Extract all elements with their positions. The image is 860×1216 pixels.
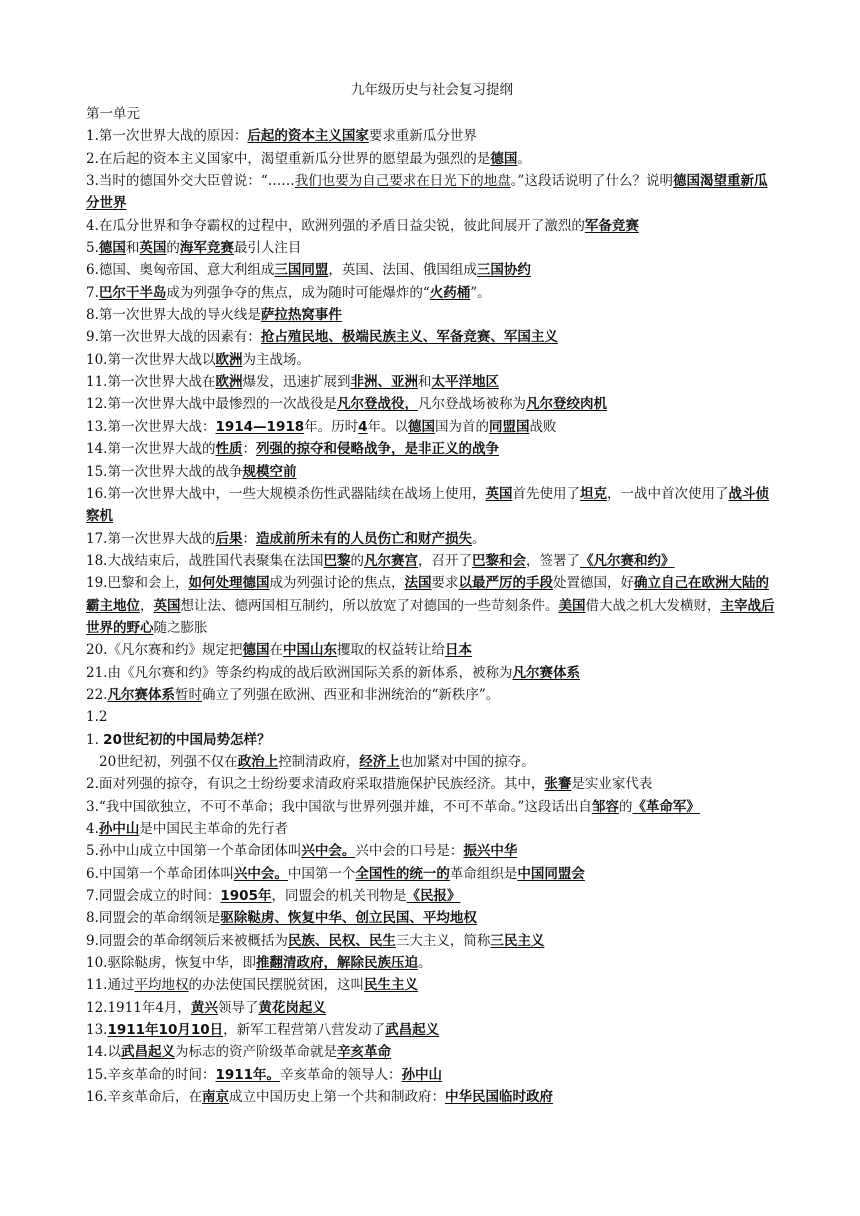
outline-line bbox=[86, 349, 778, 371]
line-text: 8.同盟会的革命纲领是 bbox=[86, 910, 221, 927]
key-term: 德国 bbox=[408, 418, 436, 435]
outline-line bbox=[86, 215, 778, 237]
key-term: 推翻清政府，解除民族压迫 bbox=[255, 955, 418, 972]
key-term: 坦克 bbox=[579, 485, 607, 502]
line-text: 年。历时 bbox=[304, 418, 359, 435]
key-term: 后果 bbox=[215, 530, 243, 547]
line-text: 1.第一次世界大战的原因： bbox=[86, 128, 248, 145]
line-text: 的 bbox=[350, 552, 364, 569]
line-text: 。 bbox=[417, 955, 432, 972]
line-text: ，新军工程营第八营发动了 bbox=[223, 1022, 386, 1039]
outline-line bbox=[86, 550, 778, 572]
line-text: 攫取的权益转让给 bbox=[336, 642, 445, 659]
line-text: 领导了 bbox=[217, 999, 259, 1016]
key-term: 孙中山 bbox=[98, 821, 140, 837]
key-term: 三民主义 bbox=[490, 932, 545, 949]
key-term: 太平洋地区 bbox=[431, 374, 499, 391]
line-text: 的 bbox=[618, 798, 633, 815]
line-text: 最引人注目 bbox=[233, 240, 302, 257]
key-term: 德国 bbox=[242, 642, 270, 659]
underlined-text: 我们也要为自己要求在日光下的地盘 bbox=[294, 173, 511, 190]
outline-line bbox=[86, 237, 778, 259]
line-text: 17.第一次世界大战的 bbox=[86, 530, 216, 547]
line-text: 2.面对列强的掠夺，有识之士纷纷要求清政府采取措施保护民族经济。其中， bbox=[86, 776, 545, 793]
key-term: 驱除鞑虏、恢复中华、创立民国、平均地权 bbox=[220, 910, 477, 927]
line-text: 借大战之机大发横财， bbox=[585, 597, 721, 614]
outline-line bbox=[86, 170, 778, 215]
outline-line bbox=[86, 974, 778, 996]
line-text: 是中国民主革命的先行者 bbox=[139, 821, 288, 837]
line-text: 18.大战结束后，战胜国代表聚集在法国 bbox=[86, 552, 324, 569]
outline-line bbox=[86, 706, 778, 728]
line-text: 。”这段话说明了什么？说明 bbox=[510, 173, 673, 190]
line-text: 20世纪初，列强不仅在 bbox=[99, 753, 238, 770]
key-term: 欧洲 bbox=[215, 374, 243, 391]
outline-line bbox=[86, 885, 778, 907]
line-text: 首先使用了 bbox=[512, 485, 580, 502]
key-term: 海军竞赛 bbox=[179, 240, 234, 257]
line-text: 3.当时的德国外交大臣曾说：“…… bbox=[86, 173, 295, 190]
outline-line bbox=[86, 796, 778, 818]
line-text: 19.巴黎和会上， bbox=[86, 575, 189, 592]
line-text: 15.第一次世界大战的战争 bbox=[86, 463, 243, 480]
key-term: 民生主义 bbox=[363, 977, 418, 994]
outline-line bbox=[86, 997, 778, 1019]
key-term: 三国协约 bbox=[476, 262, 531, 279]
line-text: ， bbox=[140, 597, 154, 614]
key-term: 全国性的统一的 bbox=[355, 865, 450, 882]
outline-line bbox=[86, 662, 778, 684]
key-term: 英国 bbox=[139, 240, 167, 257]
key-term: 兴中会。 bbox=[301, 843, 356, 860]
key-term: 英国 bbox=[485, 485, 513, 502]
line-text: 想让法、德两国相互制约，所以放宽了对德国的一些苛刻条件。 bbox=[180, 597, 559, 614]
key-term: 20世纪初的中国局势怎样？ bbox=[103, 731, 271, 748]
line-text: 10.第一次世界大战以 bbox=[86, 351, 216, 368]
line-text: 12.1911年4月， bbox=[86, 999, 191, 1016]
line-text: 14.以 bbox=[86, 1044, 121, 1061]
key-term: 1905年 bbox=[220, 888, 272, 905]
line-text: 13.第一次世界大战： bbox=[86, 418, 216, 435]
key-term: 巴黎和会 bbox=[471, 552, 526, 569]
key-term: 中国山东 bbox=[282, 642, 337, 659]
key-term: 火药桶 bbox=[429, 284, 471, 301]
key-term: 中国同盟会 bbox=[517, 865, 585, 882]
key-term: 邹容 bbox=[591, 798, 619, 815]
line-text: 22. bbox=[86, 686, 108, 703]
key-term: 列强的掠夺和侵略战争，是非正义的战争 bbox=[255, 441, 499, 458]
line-text: 凡尔登战场被称为 bbox=[417, 396, 526, 413]
outline-line bbox=[86, 304, 778, 326]
line-text: 爆发，迅速扩展到 bbox=[242, 374, 351, 391]
outline-line bbox=[86, 528, 778, 550]
outline-line bbox=[86, 751, 778, 773]
key-term: 1911年。 bbox=[215, 1066, 281, 1083]
outline-line bbox=[86, 461, 778, 483]
line-text: 。 bbox=[517, 150, 531, 167]
line-text: 要求 bbox=[431, 575, 459, 592]
key-term: 武昌起义 bbox=[385, 1022, 440, 1039]
line-text: 11.通过 bbox=[86, 977, 135, 994]
key-term: 后起的资本主义国家 bbox=[247, 128, 369, 145]
line-text: 确立了列强在欧洲、西亚和非洲统治的“新秩序”。 bbox=[201, 686, 500, 703]
key-term: 孙中山 bbox=[401, 1066, 443, 1083]
key-term: 如何处理德国 bbox=[188, 575, 270, 592]
outline-line bbox=[86, 1064, 778, 1086]
line-text: 成为列强讨论的焦点， bbox=[269, 575, 405, 592]
line-text: 要求重新瓜分世界 bbox=[368, 128, 477, 145]
line-text: 16.辛亥革命后，在 bbox=[86, 1089, 202, 1106]
outline-line bbox=[86, 572, 778, 639]
key-term: 主宰战后世界的野心 bbox=[86, 597, 775, 636]
line-text: 成立中国历史上第一个共和制政府： bbox=[228, 1089, 445, 1106]
line-text: 是实业家代表 bbox=[571, 776, 653, 793]
outline-line bbox=[86, 438, 778, 460]
key-term: 凡尔登战役， bbox=[336, 396, 418, 413]
key-term: 以最严厉的手段 bbox=[458, 575, 553, 592]
line-text: 9.同盟会的革命纲领后来被概括为 bbox=[86, 932, 288, 949]
line-text: 9.第一次世界大战的因素有： bbox=[86, 329, 261, 346]
outline-line bbox=[86, 684, 778, 706]
line-text: 10.驱除鞑虏，恢复中华，即 bbox=[86, 955, 256, 972]
key-term: 德国 bbox=[98, 240, 126, 257]
line-text: 为标志的资产阶级革命就是 bbox=[174, 1044, 337, 1061]
outline-line bbox=[86, 371, 778, 393]
key-term: 美国 bbox=[558, 597, 586, 614]
line-text: 的办法使国民摆脱贫困，这叫 bbox=[188, 977, 364, 994]
key-term: 《革命军》 bbox=[632, 798, 700, 815]
line-text: 也加紧对中国的掠夺。 bbox=[399, 753, 535, 770]
line-text: 兴中会的口号是： bbox=[355, 843, 464, 860]
line-text: 成为列强争夺的焦点，成为随时可能爆炸的“ bbox=[166, 284, 430, 301]
key-term: 4 bbox=[358, 418, 368, 435]
line-text: 14.第一次世界大战的 bbox=[86, 441, 216, 458]
line-text: 21.由《凡尔赛和约》等条约构成的战后欧洲国际关系的新体系，被称为 bbox=[86, 664, 513, 681]
line-text: 3.“我中国欲独立，不可不革命；我中国欲与世界列强并雄，不可不革命。”这段话出自 bbox=[86, 798, 592, 815]
line-text: 5. bbox=[86, 240, 99, 257]
key-term: 《凡尔赛和约》 bbox=[579, 552, 675, 569]
line-text: 处置德国，好 bbox=[552, 575, 634, 592]
key-term: 民族、民权、民生 bbox=[287, 932, 396, 949]
line-text: 中国第一个 bbox=[287, 865, 356, 882]
key-term: 抢占殖民地、极端民族主义、军备竞赛、军国主义 bbox=[260, 329, 558, 346]
key-term: 辛亥革命 bbox=[336, 1044, 391, 1061]
key-term: 萨拉热窝事件 bbox=[260, 307, 342, 324]
document-body bbox=[86, 80, 778, 1108]
key-term: 确立自己在欧洲大陆的霸主地位 bbox=[86, 575, 769, 614]
line-text: 战败 bbox=[529, 418, 557, 435]
key-term: 凡尔赛体系 bbox=[512, 664, 580, 681]
key-term: 德国渴望重新瓜分世界 bbox=[86, 173, 768, 212]
key-term: 性质 bbox=[215, 441, 243, 458]
underlined-text: 平均地权 bbox=[134, 977, 189, 994]
line-text: 20.《凡尔赛和约》规定把 bbox=[86, 642, 243, 659]
key-term: 战斗侦察机 bbox=[86, 485, 769, 525]
key-term: 英国 bbox=[153, 597, 181, 614]
key-term: 德国 bbox=[490, 150, 518, 167]
key-term: 武昌起义 bbox=[120, 1044, 175, 1061]
key-term: 造成前所未有的人员伤亡和财产损失 bbox=[255, 530, 472, 547]
document-title: 九年级历史与社会复习提纲 bbox=[351, 82, 513, 98]
line-text: 7.同盟会成立的时间： bbox=[86, 888, 221, 905]
outline-line bbox=[86, 773, 778, 795]
line-text: 和 bbox=[125, 240, 140, 257]
key-term: 黄花岗起义 bbox=[258, 999, 326, 1016]
line-text: ，签署了 bbox=[525, 552, 580, 569]
line-text: 和 bbox=[417, 374, 432, 391]
line-text: 三大主义，简称 bbox=[395, 932, 491, 949]
key-term: 1911年10月10日 bbox=[107, 1022, 224, 1039]
line-text: 11.第一次世界大战在 bbox=[86, 374, 216, 391]
line-text: 13. bbox=[86, 1022, 108, 1039]
outline-line bbox=[86, 1086, 778, 1108]
line-text: 第一单元 bbox=[86, 106, 140, 122]
line-text: 。 bbox=[471, 530, 486, 547]
key-term: 中华民国临时政府 bbox=[444, 1089, 553, 1106]
key-term: 黄兴 bbox=[190, 999, 218, 1016]
outline-line bbox=[86, 907, 778, 929]
key-term: 同盟国 bbox=[489, 418, 530, 435]
key-term: 1914—1918 bbox=[215, 418, 305, 435]
line-text: 6.中国第一个革命团体叫 bbox=[86, 865, 234, 882]
line-text: ”。 bbox=[470, 284, 491, 301]
underlined-text: 暂时 bbox=[174, 686, 202, 703]
key-term: 凡尔赛宫 bbox=[363, 552, 418, 569]
key-term: 巴尔干半岛 bbox=[98, 284, 167, 301]
line-text: ： bbox=[242, 441, 256, 458]
key-term: 政治上 bbox=[237, 753, 279, 770]
outline-line bbox=[86, 393, 778, 415]
key-term: 法国 bbox=[404, 575, 432, 592]
outline-line bbox=[86, 125, 778, 147]
line-text: 12.第一次世界大战中最惨烈的一次战役是 bbox=[86, 396, 337, 413]
line-text: 控制清政府， bbox=[278, 753, 360, 770]
line-text: 2.在后起的资本主义国家中，渴望重新瓜分世界的愿望最为强烈的是 bbox=[86, 150, 491, 167]
outline-line bbox=[86, 259, 778, 281]
line-text: 1. bbox=[86, 731, 104, 748]
outline-line bbox=[86, 639, 778, 661]
outline-line bbox=[86, 1019, 778, 1041]
key-term: 振兴中华 bbox=[463, 843, 518, 860]
key-term: 军备竞赛 bbox=[584, 217, 639, 234]
outline-line bbox=[86, 326, 778, 348]
key-term: 规模空前 bbox=[242, 463, 297, 480]
line-text: 16.第一次世界大战中，一些大规模杀伤性武器陆续在战场上使用， bbox=[86, 485, 486, 502]
key-term: 凡尔赛体系 bbox=[107, 686, 175, 703]
line-text: ，同盟会的机关刊物是 bbox=[271, 888, 407, 905]
line-text: 4.在瓜分世界和争夺霸权的过程中，欧洲列强的矛盾日益尖锐，彼此间展开了激烈的 bbox=[86, 217, 585, 234]
line-text: 15.辛亥革命的时间： bbox=[86, 1066, 216, 1083]
line-text: 年。以 bbox=[367, 418, 409, 435]
line-text: 7. bbox=[86, 284, 99, 301]
line-text: 革命组织是 bbox=[449, 865, 518, 882]
key-term: 兴中会。 bbox=[233, 865, 288, 882]
outline-line bbox=[86, 282, 778, 304]
key-term: 非洲、亚洲 bbox=[350, 374, 418, 391]
line-text: 4. bbox=[86, 821, 99, 837]
key-term: 欧洲 bbox=[215, 351, 243, 368]
outline-line bbox=[86, 818, 778, 840]
outline-line bbox=[86, 483, 778, 528]
line-text: 8.第一次世界大战的导火线是 bbox=[86, 307, 261, 324]
line-text: 的 bbox=[166, 240, 180, 257]
outline-line bbox=[86, 863, 778, 885]
line-text: ，一战中首次使用了 bbox=[606, 485, 729, 502]
key-term: 经济上 bbox=[359, 753, 400, 770]
key-term: 三国同盟 bbox=[274, 262, 329, 279]
line-text: ，召开了 bbox=[417, 552, 472, 569]
outline-line bbox=[86, 148, 778, 170]
line-text: ： bbox=[242, 530, 256, 547]
outline-line bbox=[86, 1041, 778, 1063]
outline-line bbox=[86, 416, 778, 438]
line-text: 为主战场。 bbox=[242, 351, 310, 368]
key-term: 南京 bbox=[201, 1089, 229, 1106]
line-text: 5.孙中山成立中国第一个革命团体叫 bbox=[86, 843, 302, 860]
line-text: 国为首的 bbox=[435, 418, 490, 435]
key-term: 日本 bbox=[444, 642, 472, 659]
key-term: 张謇 bbox=[544, 776, 572, 793]
key-term: 凡尔登绞肉机 bbox=[525, 396, 607, 413]
line-text: 在 bbox=[269, 642, 283, 659]
outline-line bbox=[86, 840, 778, 862]
key-term: 巴黎 bbox=[323, 552, 351, 569]
outline-line bbox=[86, 103, 778, 125]
outline-line bbox=[86, 930, 778, 952]
line-text: 1.2 bbox=[86, 709, 108, 726]
key-term: 《民报》 bbox=[406, 888, 461, 905]
line-text: 随之膨胀 bbox=[153, 619, 208, 636]
outline-list bbox=[86, 103, 778, 1108]
line-text: 6.德国、奥匈帝国、意大利组成 bbox=[86, 262, 275, 279]
outline-line bbox=[86, 729, 778, 751]
line-text: 辛亥革命的领导人： bbox=[280, 1066, 402, 1083]
outline-line bbox=[86, 952, 778, 974]
line-text: ，英国、法国、俄国组成 bbox=[328, 262, 477, 279]
